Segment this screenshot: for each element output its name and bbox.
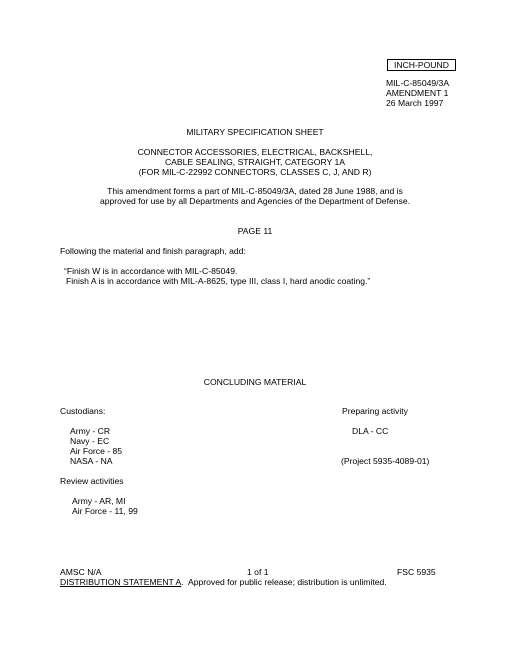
custodian-item: Navy - EC <box>70 436 110 446</box>
title-line-3: (FOR MIL-C-22992 CONNECTORS, CLASSES C, J, AND R) <box>138 167 372 177</box>
review-activities-heading: Review activities <box>60 476 124 486</box>
quote-line-1: “Finish W is in accordance with MIL-C-85049. <box>64 266 238 276</box>
distribution-label: DISTRIBUTION STATEMENT A <box>60 577 182 587</box>
amendment-number: AMENDMENT 1 <box>386 88 449 98</box>
spec-sheet-title: MILITARY SPECIFICATION SHEET <box>186 127 324 137</box>
preparing-activity: DLA - CC <box>352 426 389 436</box>
custodian-item: NASA - NA <box>70 456 113 466</box>
custodian-item: Air Force - 85 <box>70 446 123 456</box>
inch-pound-box: INCH-POUND <box>387 59 456 71</box>
custodian-item: Army - CR <box>70 426 111 436</box>
preparing-activity-heading: Preparing activity <box>342 406 408 416</box>
distribution-text: . Approved for public release; distribution is unlimited. <box>181 577 387 587</box>
intro-line-1: This amendment forms a part of MIL-C-85049/3A, dated 28 June 1988, and is <box>107 186 403 196</box>
review-item: Air Force - 11, 99 <box>72 506 138 516</box>
custodians-heading: Custodians: <box>60 406 106 416</box>
amsc-code: AMSC N/A <box>60 567 102 577</box>
title-line-2: CABLE SEALING, STRAIGHT, CATEGORY 1A <box>164 157 346 167</box>
amendment-date: 26 March 1997 <box>386 98 444 108</box>
intro-line-2: approved for use by all Departments and Agencies of the Department of Defense. <box>99 196 411 206</box>
project-number: (Project 5935-4089-01) <box>341 456 430 466</box>
page-reference: PAGE 11 <box>237 226 273 236</box>
review-item: Army - AR, MI <box>72 496 126 506</box>
concluding-heading: CONCLUDING MATERIAL <box>203 377 307 387</box>
page-count: 1 of 1 <box>247 567 269 577</box>
document-id: MIL-C-85049/3A <box>386 78 450 88</box>
distribution-statement <box>60 577 387 587</box>
instruction-text: Following the material and finish paragraph, add: <box>60 246 246 256</box>
fsc-code: FSC 5935 <box>397 567 436 577</box>
quote-line-2: Finish A is in accordance with MIL-A-8625, type III, class I, hard anodic coating.” <box>66 276 371 286</box>
title-line-1: CONNECTOR ACCESSORIES, ELECTRICAL, BACKSHELL, <box>137 147 373 157</box>
